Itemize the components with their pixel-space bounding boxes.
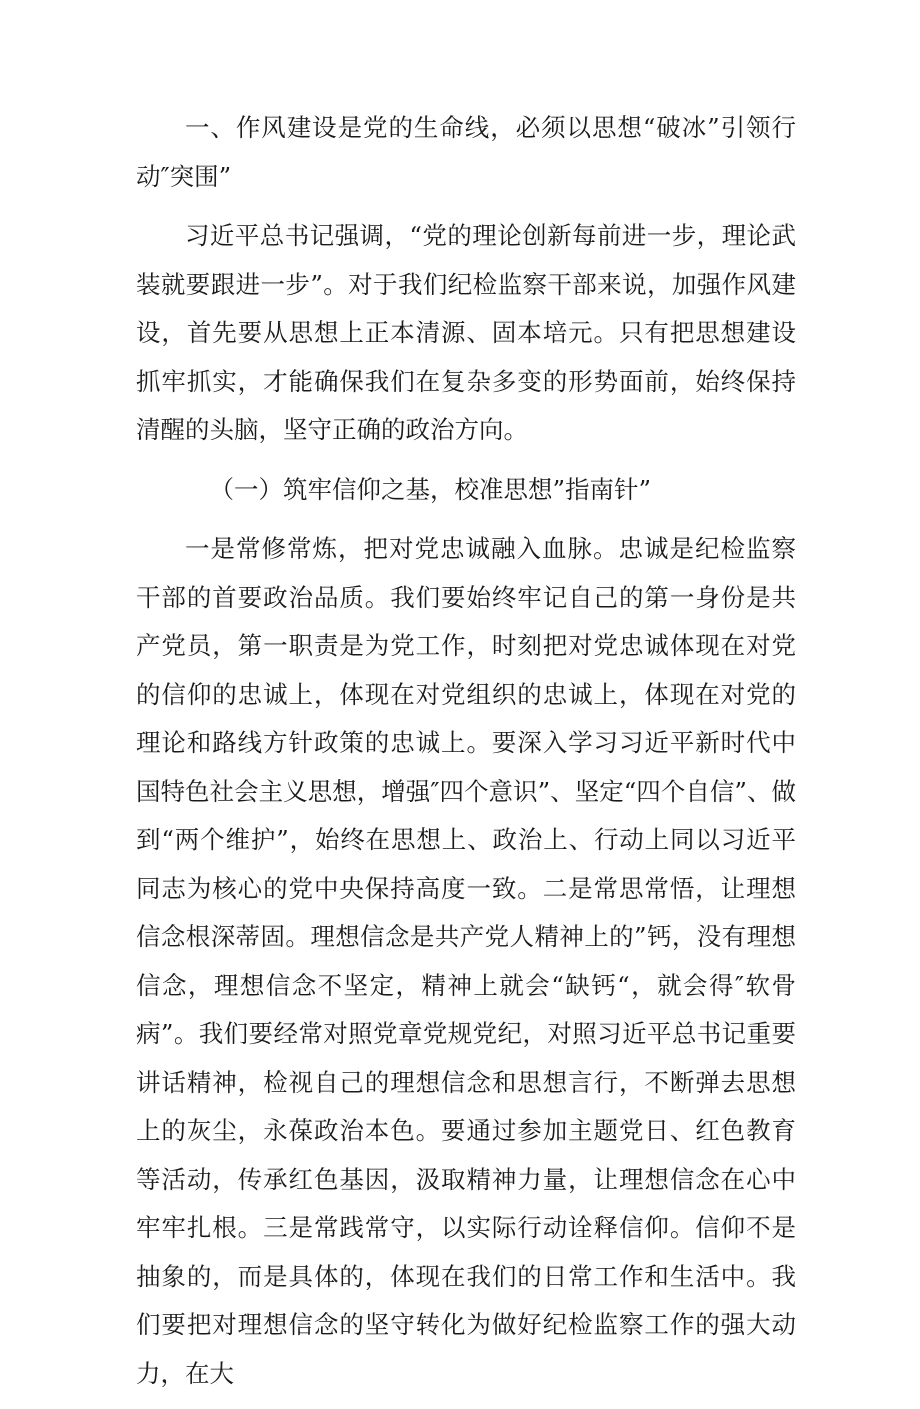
body-paragraph: 一是常修常炼，把对党忠诚融入血脉。忠诚是纪检监察干部的首要政治品质。我们要始终牢记自己的第一身份是共产党员，第一职责是为党工作，时刻把对党忠诚体现在对党的信仰的忠诚上，体现在对党组织的忠诚上，体现在对党的理论和路线方针政策的忠诚上。要深入学习习近平新时代中国特色社会主义思想，增强″四个意识”、坚定“四个自信”、做到“两个维护”，始终在思想上、政治上、行动上同以习近平同志为核心的党中央保持高度一致。二是常思常悟，让理想信念根深蒂固。理想信念是共产党人精神上的”钙，没有理想信念，理想信念不坚定，精神上就会“缺钙“，就会得″软骨病”。我们要经常对照党章党规党纪，对照习近平总书记重要讲话精神，检视自己的理想信念和思想言行，不断弹去思想上的灰尘，永葆政治本色。要通过参加主题党日、红色教育等活动，传承红色基因，汲取精神力量，让理想信念在心中牢牢扎根。三是常践常守，以实际行动诠释信仰。信仰不是抽象的，而是具体的，体现在我们的日常工作和生活中。我们要把对理想信念的坚守转化为做好纪检监察工作的强大动力，在大 bbox=[136, 534, 796, 1388]
document-body bbox=[136, 104, 796, 1409]
subsection-heading: （一）筑牢信仰之基，校准思想”指南针” bbox=[209, 474, 652, 504]
section-heading: 一、作风建设是党的生命线，必须以思想“破冰”引领行动″突围” bbox=[136, 113, 796, 191]
body-paragraph: 习近平总书记强调，“党的理论创新每前进一步，理论武装就要跟进一步”。对于我们纪检监察干部来说，加强作风建设，首先要从思想上正本清源、固本培元。只有把思想建设抓牢抓实，才能确保我们在复杂多变的形势面前，始终保持清醒的头脑，坚守正确的政治方向。 bbox=[136, 221, 796, 444]
